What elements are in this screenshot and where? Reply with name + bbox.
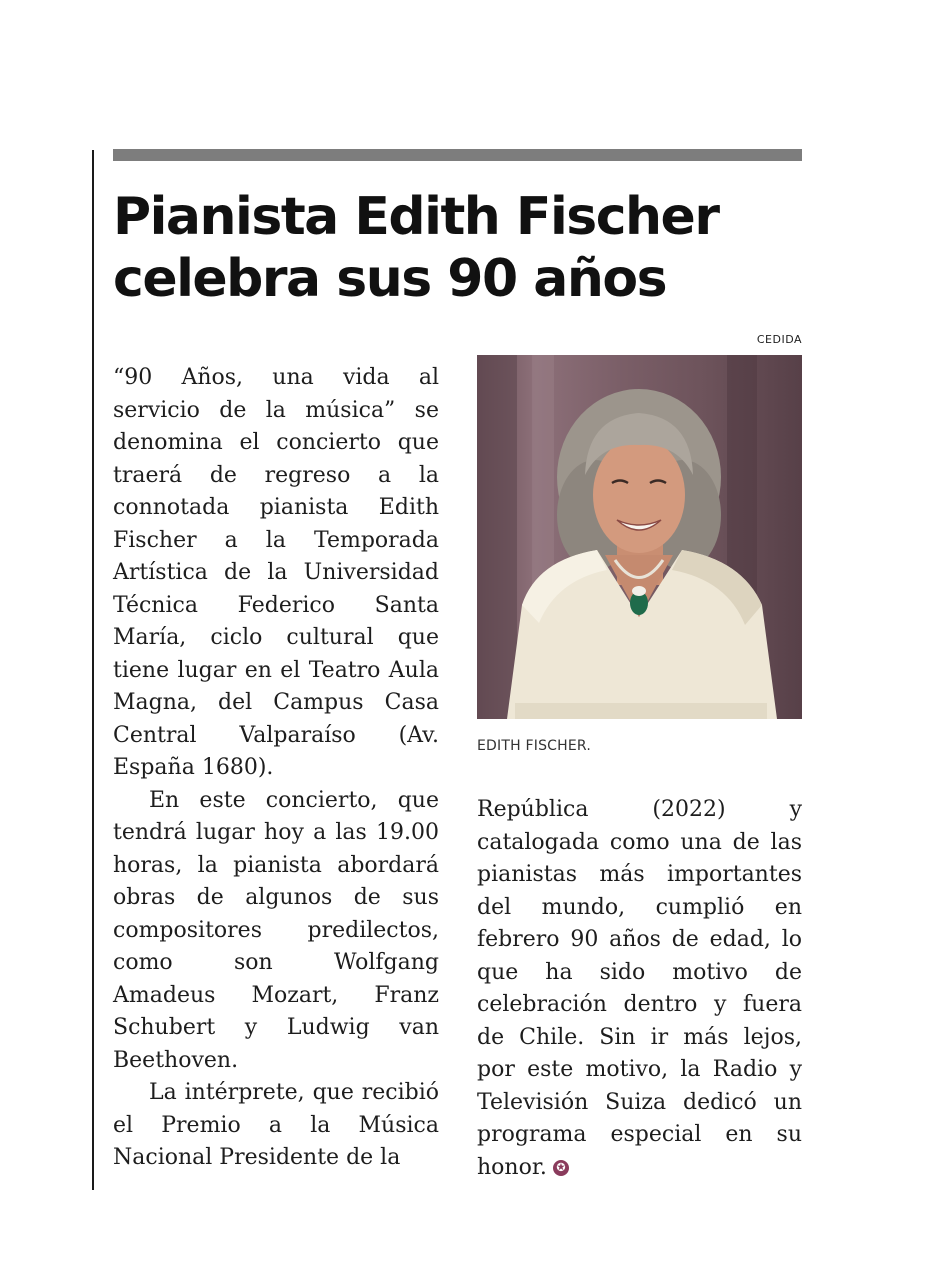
paragraph-3-end [477, 794, 802, 1184]
paragraph-2: En este concierto, que tendrá lugar hoy a las 19.00 horas, la pianista abordará obras de algunos de sus compositores predilectos, como son Wolfgang Amadeus Mozart, Franz Schubert y Ludwig van Beethoven. [113, 787, 439, 1073]
paragraph-3-end-text: República (2022) y catalogada como una de las pianistas más importantes del mundo, cumplió en febrero 90 años de edad, lo que ha sido motivo de celebración dentro y fuera de Chile. Sin ir más lejos, por este motivo, la Radio y Televisión Suiza dedicó un programa especial en su honor. [477, 797, 802, 1180]
photo-caption: EDITH FISCHER. [477, 738, 591, 754]
left-column [113, 362, 439, 1175]
left-column-rule [92, 150, 94, 1190]
paragraph-1: “90 Años, una vida al servicio de la música” se denomina el concierto que traerá de regreso a la connotada pianista Edith Fischer a la Temporada Artística de la Universidad Técnica Federico Santa María, ciclo cultural que tiene lugar en el Teatro Aula Magna, del Campus Casa Central Valparaíso (Av. España 1680). [113, 365, 439, 780]
portrait-photo [477, 355, 802, 719]
paragraph-3-start: La intérprete, que recibió el Premio a la Música Nacional Presidente de la [113, 1080, 439, 1170]
headline-line-1: Pianista Edith Fischer [113, 187, 719, 247]
photo-credit: CEDIDA [756, 333, 802, 346]
headline [113, 186, 813, 310]
headline-line-2: celebra sus 90 años [113, 249, 667, 309]
portrait-illustration [477, 355, 802, 719]
star-end-icon: ✪ [553, 1160, 569, 1176]
right-column [477, 794, 802, 1184]
header-bar [113, 149, 802, 161]
